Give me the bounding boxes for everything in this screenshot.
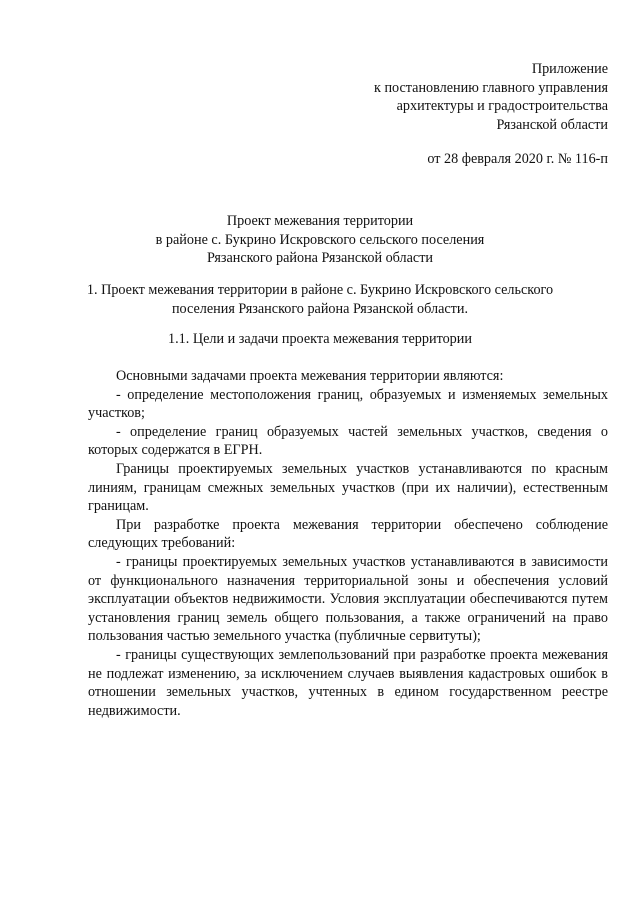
appendix-line: Рязанской области [496,116,608,133]
section-heading-line: поселения Рязанского района Рязанской области. [171,300,469,317]
subsection-heading: 1.1. Цели и задачи проекта межевания территории [168,331,472,347]
list-item: - определение границ образуемых частей земельных участков, сведения о которых содержатся в ЕГРН. [88,423,608,459]
body-text [88,367,608,720]
appendix-line: архитектуры и градостроительства [396,98,608,114]
list-item: - границы проектируемых земельных участков устанавливаются в зависимости от функционального назначения территориальной зоны и обеспечения условий эксплуатации объектов недвижимости. Условия эксплуатации обеспечиваются путем установления границ земель общего пользования, а также ограничений на право пользования частью земельного участка (публичные сервитуты); [88,553,608,645]
decree-date: от 28 февраля 2020 г. № 116-п [427,151,608,167]
paragraph: Основными задачами проекта межевания территории являются: [116,368,504,384]
list-item: - границы существующих землепользований при разработке проекта межевания не подлежат изменению, за исключением случаев выявления кадастровых ошибок в отношении земельных участков, учтенных в едином государственном реестре недвижимости. [88,646,608,719]
title-line: в районе с. Букрино Искровского сельского поселения [155,231,485,248]
title-line: Рязанского района Рязанской области [206,250,434,266]
section-heading [0,281,640,318]
list-item: - определение местоположения границ, образуемых и изменяемых земельных участков; [88,386,608,422]
paragraph: При разработке проекта межевания территории обеспечено соблюдение следующих требований: [88,516,608,552]
paragraph: Границы проектируемых земельных участков устанавливаются по красным линиям, границам смежных земельных участков (при их наличии), естественным границам. [88,460,608,515]
title-line: Проект межевания территории [226,213,414,229]
document-title [0,212,640,268]
appendix-header [374,60,608,134]
appendix-line: к постановлению главного управления [374,79,608,96]
appendix-label: Приложение [531,61,608,77]
section-heading-line: 1. Проект межевания территории в районе с. Букрино Искровского сельского [86,282,554,298]
